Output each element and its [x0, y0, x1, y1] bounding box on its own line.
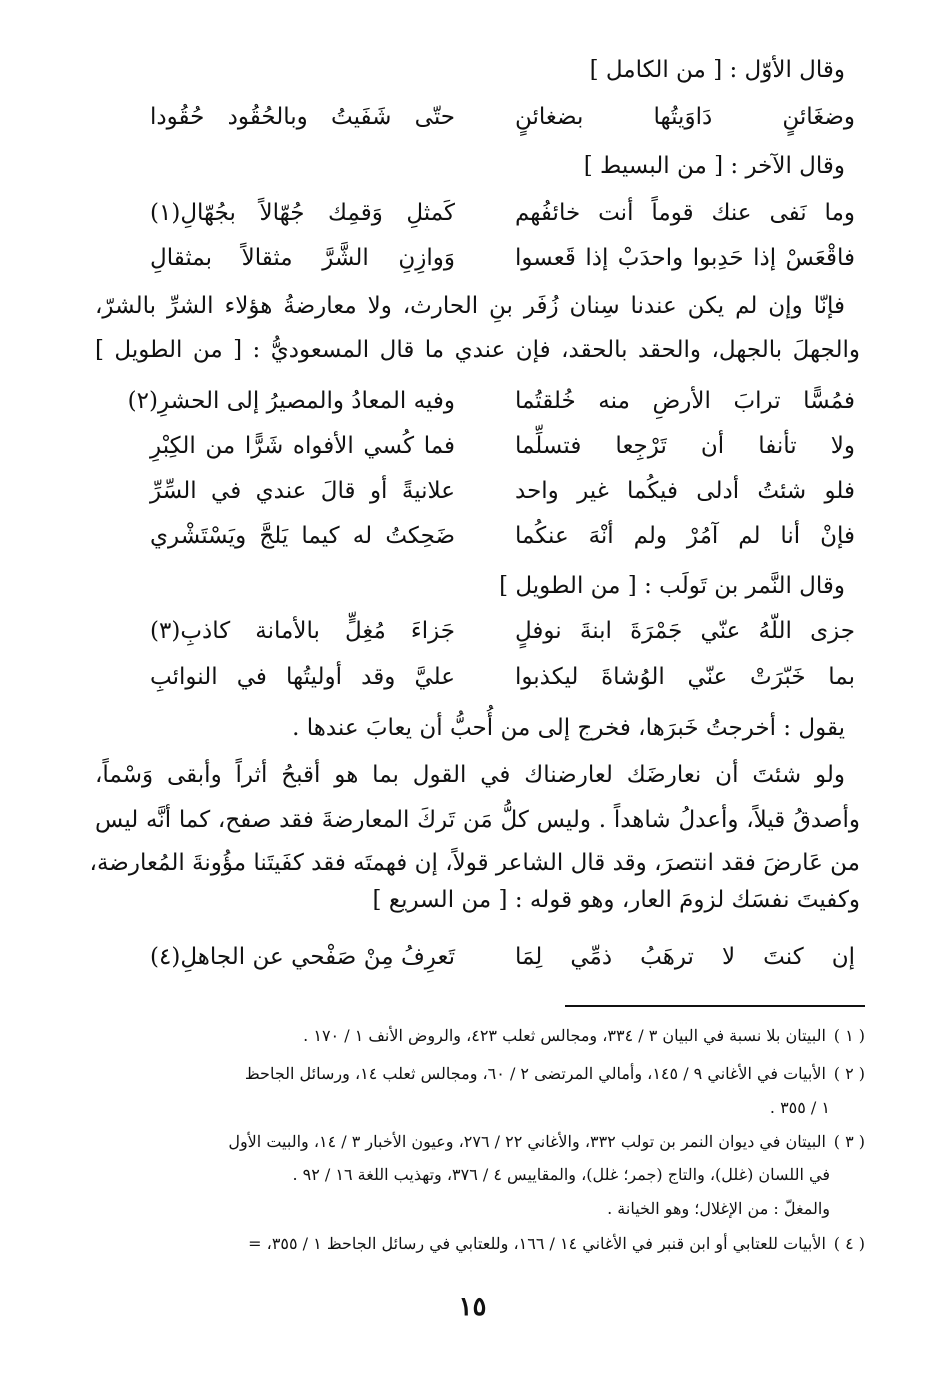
verse-first-hemistich: وما نَفى عنك قوماً أنت خائفُهم: [515, 200, 855, 226]
verse-line: [95, 425, 855, 467]
verse-line: [95, 515, 855, 557]
text-line: وكفيتَ نفسَك لزومَ العار، وهو قوله : [ من السريع ]: [372, 887, 860, 913]
verse-first-hemistich: فمُسًّا ترابَ الأرضِ منه خُلقتُما: [515, 388, 855, 414]
footnote-text: الأبيات للعتابي أو ابن قنبر في الأغاني ١٤ / ١٦٦، وللعتابي في رسائل الجاحظ ١ / ٣٥٥، =: [248, 1234, 826, 1253]
footnote-3: [80, 1128, 865, 1156]
verse-second-hemistich: وفيه المعادُ والمصيرُ إلى الحشرِ(٢): [127, 388, 455, 414]
text-line: والجهلَ بالجهل، والحقد بالحقد، فإن عندي ما قال المسعوديُّ : [ من الطويل ]: [95, 337, 860, 363]
verse-second-hemistich: وَوازِنِ الشَّرَّ مثقالاً بمثقالِ: [150, 245, 455, 271]
verse-line: [95, 470, 855, 512]
footnote-number: ( ٣ ): [833, 1132, 865, 1151]
verse-second-hemistich: عليَّ وقد أوليتُها في النوائبِ: [150, 664, 455, 690]
verse-second-hemistich: جَزاءَ مُغِلٍّ بالأمانة كاذبِ(٣): [150, 618, 455, 644]
footnote-text: الأبيات في الأغاني ٩ / ١٤٥، وأمالي المرتضى ٢ / ٦٠، ومجالس ثعلب ١٤، ورسائل الجاحظ: [244, 1064, 826, 1083]
footnote-4: [80, 1230, 865, 1258]
text-line: ولو شئتَ أن نعارضَك لعارضناك في القول بما هو أقبحُ أثراً وأبقى وَسْماً،: [95, 762, 845, 788]
footnote-3-continued: في اللسان (غلل)، والتاج (جمر؛ غلل)، والمقاييس ٤ / ٣٧٦، وتهذيب اللغة ١٦ / ٩٢ .: [292, 1165, 830, 1184]
text-line: وأصدقُ قيلاً، وأعدلُ شاهداً . وليس كلُّ مَن تَركَ المعارضةَ فقد صفح، كما أنَّه ليس: [95, 807, 860, 833]
verse-second-hemistich: تَعرِفُ مِنْ صَفْحي عن الجاهلِ(٤): [150, 944, 455, 970]
verse-second-hemistich: علانيةً أو قالَ عندي في السِّرِّ: [150, 478, 455, 504]
verse-line: [95, 936, 855, 978]
page-number: ١٥: [458, 1292, 487, 1322]
footnote-text: البيتان في ديوان النمر بن تولب ٣٣٢، والأغاني ٢٢ / ٢٧٦، وعيون الأخبار ٣ / ١٤، والبيت الأول: [228, 1132, 826, 1151]
verse-first-hemistich: بما خَبّرَتْ عنّي الوُشاةَ ليكذبوا: [515, 664, 855, 690]
verse-second-hemistich: كَمثلِ وَقمِك جُهّالاً بجُهّالِ(١): [150, 200, 455, 226]
text-line: فإنّا وإن لم يكن عندنا سِنان زُفَر بنِ الحارث، ولا معارضةُ هؤلاء الشرِّ بالشرّ،: [95, 293, 845, 319]
footnote-1: [80, 1022, 865, 1050]
footnote-number: ( ٤ ): [833, 1234, 865, 1253]
verse-first-hemistich: إن كنتَ لا ترهَبُ ذمِّي لِمَا: [515, 944, 855, 970]
text-line: وقال النَّمر بن تَولَب : [ من الطويل ]: [499, 573, 845, 599]
verse-first-hemistich: فلو شئتُ أدلى فيكُما غير واحد: [515, 478, 855, 504]
text-line: وقال الأوّل : [ من الكامل ]: [589, 57, 845, 83]
footnote-3-continued: والمغلّ : من الإغلال؛ وهو الخيانة .: [607, 1199, 830, 1218]
footnote-text: البيتان بلا نسبة في البيان ٣ / ٣٣٤، ومجالس ثعلب ٤٢٣، والروض الأنف ١ / ١٧٠ .: [303, 1026, 826, 1045]
text-line: من عَارضَ فقد انتصرَ، وقد قال الشاعر قولاً، إن فهمتَه فقد كفَيتَنا مؤُونةَ المُعارضة،: [89, 850, 860, 876]
verse-line: [95, 237, 855, 279]
verse-line: [95, 656, 855, 698]
footnote-2-continued: ١ / ٣٥٥ .: [769, 1098, 830, 1117]
footnote-2: [80, 1060, 865, 1088]
verse-first-hemistich: فاقْعَسْ إذا حَدِبوا واحدَبْ إذا قَعسوا: [515, 245, 855, 271]
verse-line: [95, 380, 855, 422]
verse-second-hemistich: ضَحِكتُ له كيما يَلجَّ ويَسْتَشْري: [150, 523, 455, 549]
verse-line: [95, 610, 855, 652]
text-line: يقول : أخرجتُ خَبرَها، فخرج إلى من أُحبُّ أن يعابَ عندها .: [292, 715, 845, 741]
footnote-separator: [565, 1005, 865, 1007]
verse-first-hemistich: وضغَائنٍ دَاوَيتُها بضغائنٍ: [515, 104, 855, 130]
verse-first-hemistich: ولا تأنفا أن تَرْجِعا فتسلِّما: [515, 433, 855, 459]
verse-second-hemistich: حتّى شَفَيتُ وبالحُقُود حُقُودا: [150, 104, 455, 130]
text-line: وقال الآخر : [ من البسيط ]: [583, 153, 845, 179]
footnote-number: ( ٢ ): [833, 1064, 865, 1083]
verse-line: [95, 192, 855, 234]
footnote-number: ( ١ ): [833, 1026, 865, 1045]
verse-line: [95, 96, 855, 138]
verse-first-hemistich: جزى اللّهُ عنّي جَمْرَةَ ابنةَ نوفلٍ: [515, 618, 855, 644]
verse-second-hemistich: فما كُسي الأفواه شَرًّا من الكِبْرِ: [150, 433, 455, 459]
verse-first-hemistich: فإنْ أنا لم آمُرْ ولم أنْهَ عنكُما: [515, 523, 855, 549]
